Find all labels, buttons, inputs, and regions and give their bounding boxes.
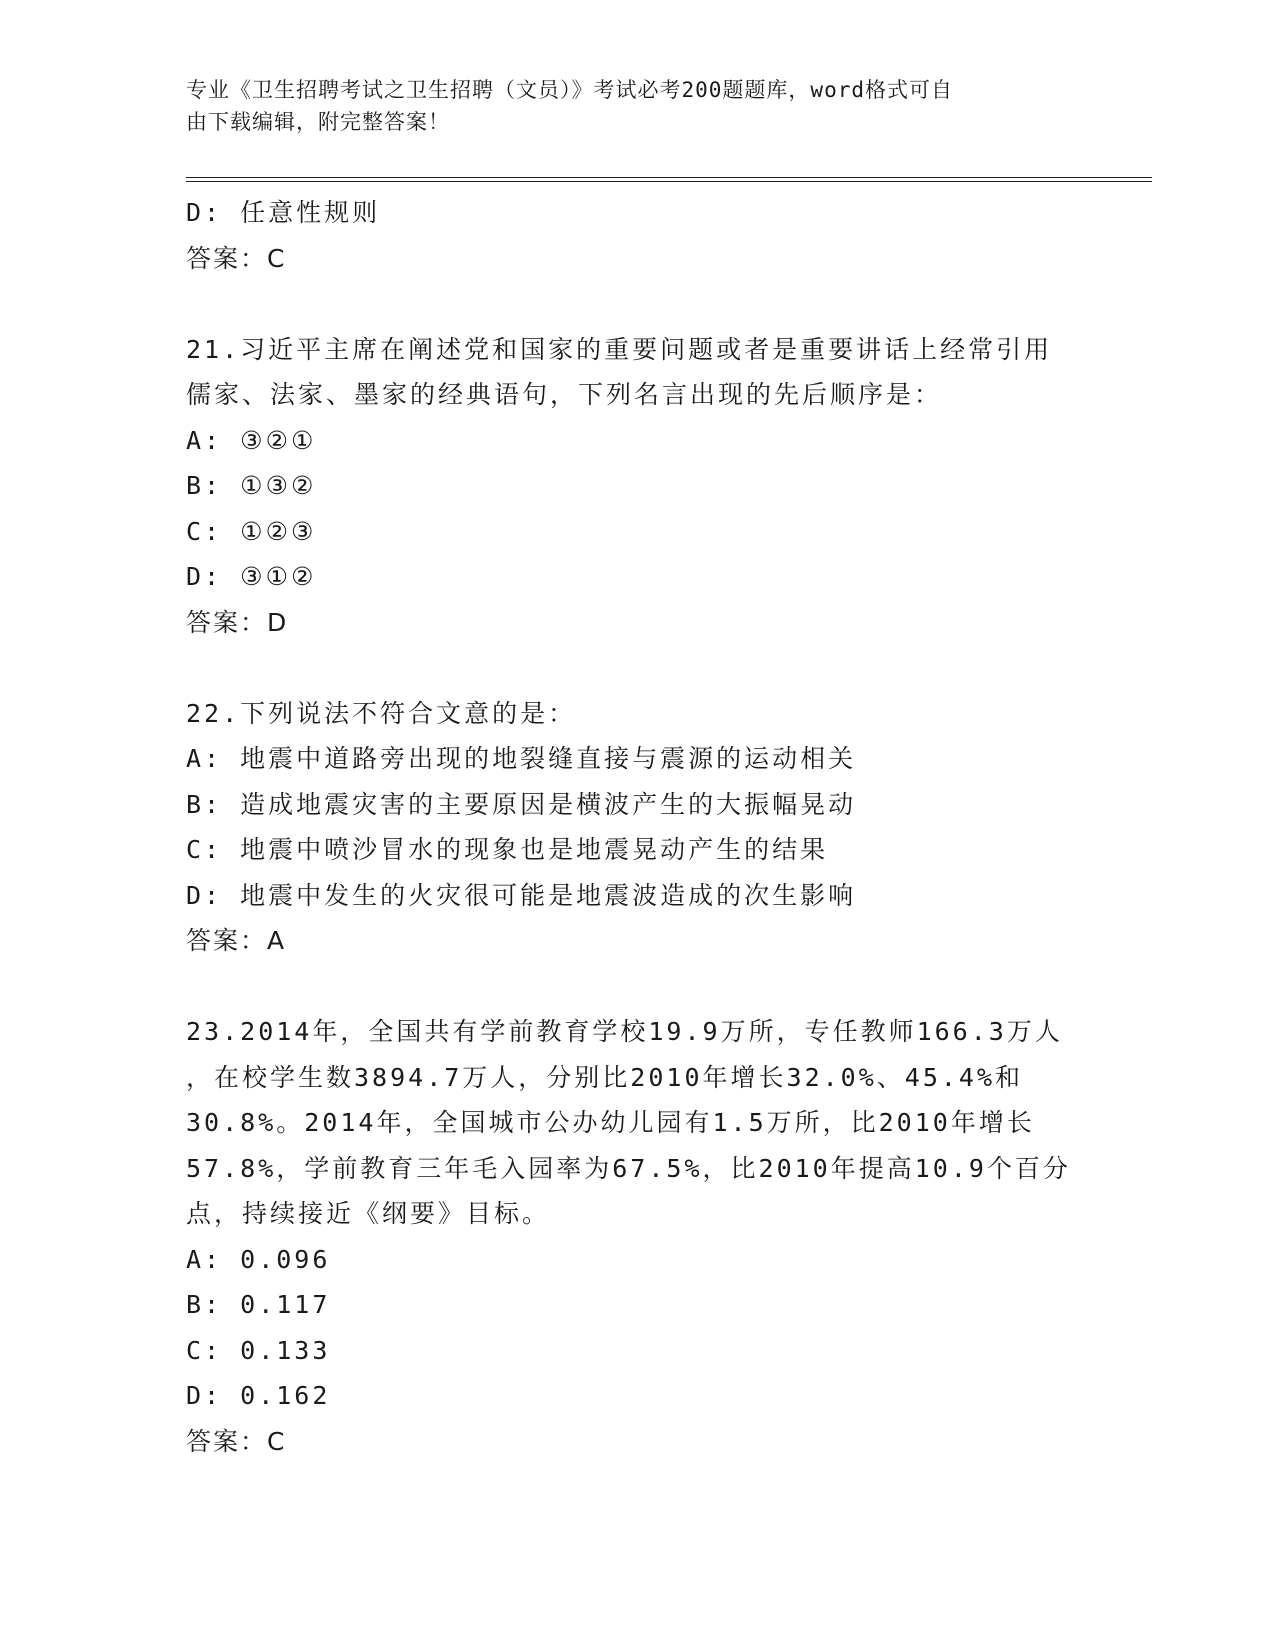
question-22-option-b: B: 造成地震灾害的主要原因是横波产生的大振幅晃动 [186,789,857,819]
document-body [186,190,1086,1464]
question-23-text-line-1: 23.2014年，全国共有学前教育学校19.9万所，专任教师166.3万人 [186,1017,1063,1046]
question-23-text-line-3: 30.8%。2014年，全国城市公办幼儿园有1.5万所，比2010年增长 [186,1108,1035,1137]
question-22-option-c: C: 地震中喷沙冒水的现象也是地震晃动产生的结果 [186,835,829,864]
question-21-option-d: D: ③①② [186,562,317,591]
question-23-option-c: C: 0.133 [186,1335,331,1365]
question-23-option-a: A: 0.096 [186,1244,331,1274]
question-21-option-a: A: ③②① [186,425,317,455]
question-22-option-a: A: 地震中道路旁出现的地裂缝直接与震源的运动相关 [186,744,857,773]
question-23-answer: 答案：C [186,1426,287,1456]
spacer [186,645,1086,691]
question-21-text-line-1: 21.习近平主席在阐述党和国家的重要问题或者是重要讲话上经常引用 [186,334,1053,364]
question-23-text-line-4: 57.8%，学前教育三年毛入园率为67.5%，比2010年提高10.9个百分 [186,1153,1071,1183]
question-23-option-d: D: 0.162 [186,1381,331,1410]
question-22-text-line-1: 22.下列说法不符合文意的是： [186,698,577,728]
question-21-option-c: C: ①②③ [186,516,317,546]
question-22 [186,691,1086,964]
question-23-text-line-2: ，在校学生数3894.7万人，分别比2010年增长32.0%、45.4%和 [186,1062,1024,1092]
prev-answer: 答案：C [186,243,287,273]
question-22-answer: 答案：A [186,926,287,955]
question-21-option-b: B: ①③② [186,471,317,500]
question-23-option-b: B: 0.117 [186,1290,331,1319]
question-23 [186,1009,1086,1464]
question-21-answer: 答案：D [186,607,289,637]
prev-option-d: D: 任意性规则 [186,198,381,227]
header-divider-bottom [186,181,1152,182]
question-21-text-line-2: 儒家、法家、墨家的经典语句，下列名言出现的先后顺序是： [186,380,943,409]
question-21 [186,327,1086,646]
header-line-2: 由下载编辑，附完整答案！ [186,110,450,134]
spacer [186,964,1086,1010]
spacer [186,281,1086,327]
document-header [186,74,1066,138]
question-23-text-line-5: 点，持续接近《纲要》目标。 [186,1199,551,1228]
header-divider-top [186,177,1152,178]
header-line-1: 专业《卫生招聘考试之卫生招聘（文员）》考试必考200题题库，word格式可自 [186,78,953,102]
question-22-option-d: D: 地震中发生的火灾很可能是地震波造成的次生影响 [186,880,857,910]
